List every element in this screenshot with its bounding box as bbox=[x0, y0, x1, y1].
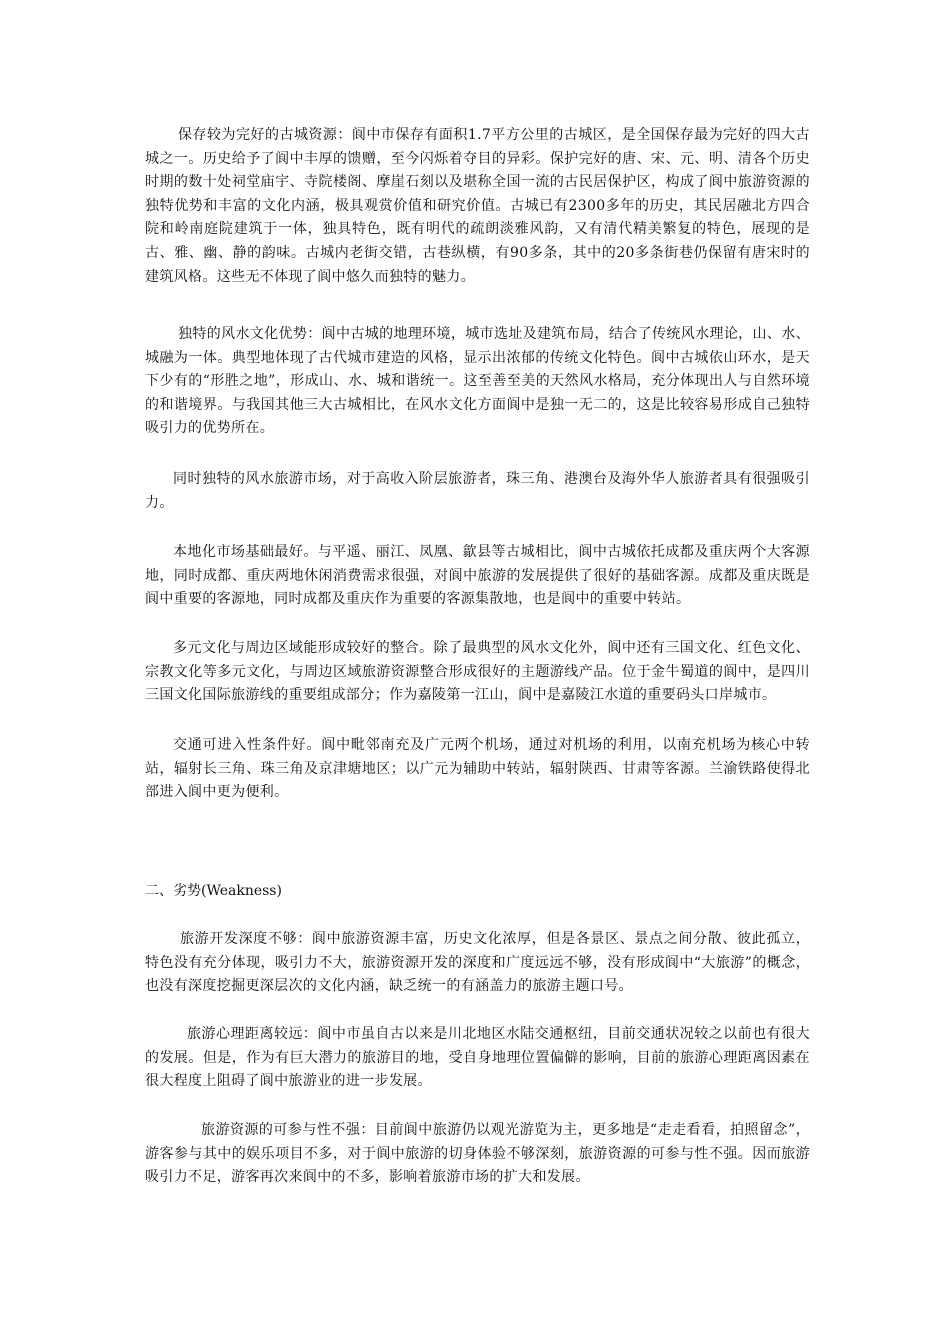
paragraph-transport-access: 交通可进入性条件好。阆中毗邻南充及广元两个机场，通过对机场的利用，以南充机场为核心中转站，辐射长三角、珠三角及京津塘地区；以广元为辅助中转站，辐射陕西、甘肃等客源。兰渝铁路使得北部进入阆中更为便利。 bbox=[145, 737, 810, 801]
paragraph-ancient-city-resources: 保存较为完好的古城资源：阆中市保存有面积1.7平方公里的古城区，是全国保存最为完好的四大古城之一。历史给予了阆中丰厚的馈赠，至今闪烁着夺目的异彩。保护完好的唐、宋、元、明、清各个历史时期的数十处祠堂庙宇、寺院楼阁、摩崖石刻以及堪称全国一流的古民居保护区，构成了阆中旅游资源的独特优势和丰富的文化内涵，极具观赏价值和研究价值。古城已有2300多年的历史，其民居融北方四合院和岭南庭院建筑于一体，独具特色，既有明代的疏朗淡雅风韵，又有清代精美繁复的特色，展现的是古、雅、幽、静的韵味。古城内老街交错，古巷纵横，有90多条，其中的20多条街巷仍保留有唐宋时的建筑风格。这些无不体现了阆中悠久而独特的魅力。 bbox=[145, 127, 810, 285]
paragraph-psychological-distance: 旅游心理距离较远：阆中市虽自古以来是川北地区水陆交通枢纽，目前交通状况较之以前也有很大的发展。但是，作为有巨大潜力的旅游目的地，受自身地理位置偏僻的影响，目前的旅游心理距离因素在很大程度上阻碍了阆中旅游业的进一步发展。 bbox=[145, 1026, 810, 1090]
paragraph-development-depth: 旅游开发深度不够：阆中旅游资源丰富，历史文化浓厚，但是各景区、景点之间分散、彼此孤立，特色没有充分体现，吸引力不大，旅游资源开发的深度和广度远远不够，没有形成阆中“大旅游”的概念，也没有深度挖掘更深层次的文化内涵，缺乏统一的有涵盖力的旅游主题口号。 bbox=[145, 931, 810, 995]
paragraph-local-market: 本地化市场基础最好。与平遥、丽江、凤凰、歙县等古城相比，阆中古城依托成都及重庆两个大客源地，同时成都、重庆两地休闲消费需求很强，对阆中旅游的发展提供了很好的基础客源。成都及重庆既是阆中重要的客源地，同时成都及重庆作为重要的客源集散地，也是阆中的重要中转站。 bbox=[145, 544, 810, 608]
paragraph-fengshui-market: 同时独特的风水旅游市场，对于高收入阶层旅游者，珠三角、港澳台及海外华人旅游者具有很强吸引力。 bbox=[145, 471, 810, 511]
section-heading-weakness: 二、劣势(Weakness) bbox=[145, 883, 282, 899]
paragraph-multicultural-integration: 多元文化与周边区域能形成较好的整合。除了最典型的风水文化外，阆中还有三国文化、红色文化、宗教文化等多元文化，与周边区域旅游资源整合形成很好的主题游线产品。位于金牛蜀道的阆中，是四川三国文化国际旅游线的重要组成部分；作为嘉陵第一江山，阆中是嘉陵江水道的重要码头口岸城市。 bbox=[145, 640, 810, 704]
paragraph-participation: 旅游资源的可参与性不强：目前阆中旅游仍以观光游览为主，更多地是“走走看看，拍照留念”，游客参与其中的娱乐项目不多，对于阆中旅游的切身体验不够深刻，旅游资源的可参与性不强。因而旅游吸引力不足，游客再次来阆中的不多，影响着旅游市场的扩大和发展。 bbox=[145, 1122, 810, 1186]
paragraph-fengshui-culture: 独特的风水文化优势：阆中古城的地理环境，城市选址及建筑布局，结合了传统风水理论，山、水、城融为一体。典型地体现了古代城市建造的风格，显示出浓郁的传统文化特色。阆中古城依山环水，是天下少有的“形胜之地”，形成山、水、城和谐统一。这至善至美的天然风水格局，充分体现出人与自然环境的和谐境界。与我国其他三大古城相比，在风水文化方面阆中是独一无二的，这是比较容易形成自己独特吸引力的优势所在。 bbox=[145, 326, 810, 437]
